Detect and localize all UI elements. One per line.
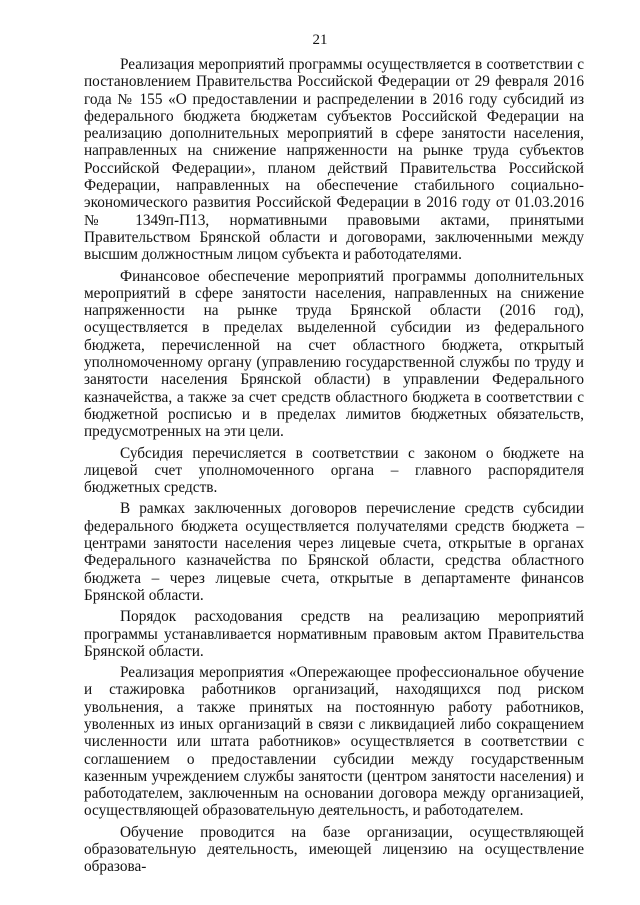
document-body <box>84 56 584 880</box>
paragraph-contracts: В рамках заключенных договоров перечисление средств субсидии федерального бюджета осуществляется получателями средств бюджета – центрами занятости населения через лицевые счета, открытые в органах Федерального казначейства по Брянской области, средства областного бюджета – через лицевые счета, открытые в департаменте финансов Брянской области. <box>84 500 584 604</box>
paragraph-financing: Финансовое обеспечение мероприятий программы дополнительных мероприятий в сфере занятости населения, направленных на снижение напряженности на рынке труда Брянской области (2016 год), осуществляется в пределах выделенной субсидии из федерального бюджета, перечисленной на счет областного бюджета, открытый уполномоченному органу (управлению государственной службы по труду и занятости населения Брянской области) в управлении Федерального казначейства, а также за счет средств областного бюджета в соответствии с бюджетной росписью и в пределах лимитов бюджетных обязательств, предусмотренных на эти цели. <box>84 267 584 441</box>
paragraph-program-basis: Реализация мероприятий программы осуществляется в соответствии с постановлением Правительства Российской Федерации от 29 февраля 2016 года № 155 «О предоставлении и распределении в 2016 году субсидий из федерального бюджета бюджетам субъектов Российской Федерации на реализацию дополнительных мероприятий в сфере занятости населения, направленных на снижение напряженности на рынке труда субъектов Российской Федерации», планом действий Правительства Российской Федерации, направленных на обеспечение стабильного социально-экономического развития Российской Федерации в 2016 году от 01.03.2016 № 1349п-П13, нормативными правовыми актами, принятыми Правительством Брянской области и договорами, заключенными между высшим должностным лицом субъекта и работодателями. <box>84 56 584 264</box>
page-number: 21 <box>312 32 328 48</box>
paragraph-spending-procedure: Порядок расходования средств на реализацию мероприятий программы устанавливается нормативным правовым актом Правительства Брянской области. <box>84 608 584 660</box>
paragraph-training-base: Обучение проводится на базе организации, осуществляющей образовательную деятельность, имеющей лицензию на осуществление образова- <box>84 823 584 876</box>
paragraph-training-measure: Реализация мероприятия «Опережающее профессиональное обучение и стажировка работников организаций, находящихся под риском увольнения, а также принятых на постоянную работу работников, уволенных из иных организаций в связи с ликвидацией либо сокращением численности или штата работников» осуществляется в соответствии с соглашением о предоставлении субсидии между государственным казенным учреждением службы занятости (центром занятости населения) и работодателем, заключенным на основании договора между организацией, осуществляющей образовательную деятельность, и работодателем. <box>84 664 584 820</box>
paragraph-subsidy-transfer: Субсидия перечисляется в соответствии с законом о бюджете на лицевой счет уполномоченного органа – главного распорядителя бюджетных средств. <box>84 444 584 497</box>
